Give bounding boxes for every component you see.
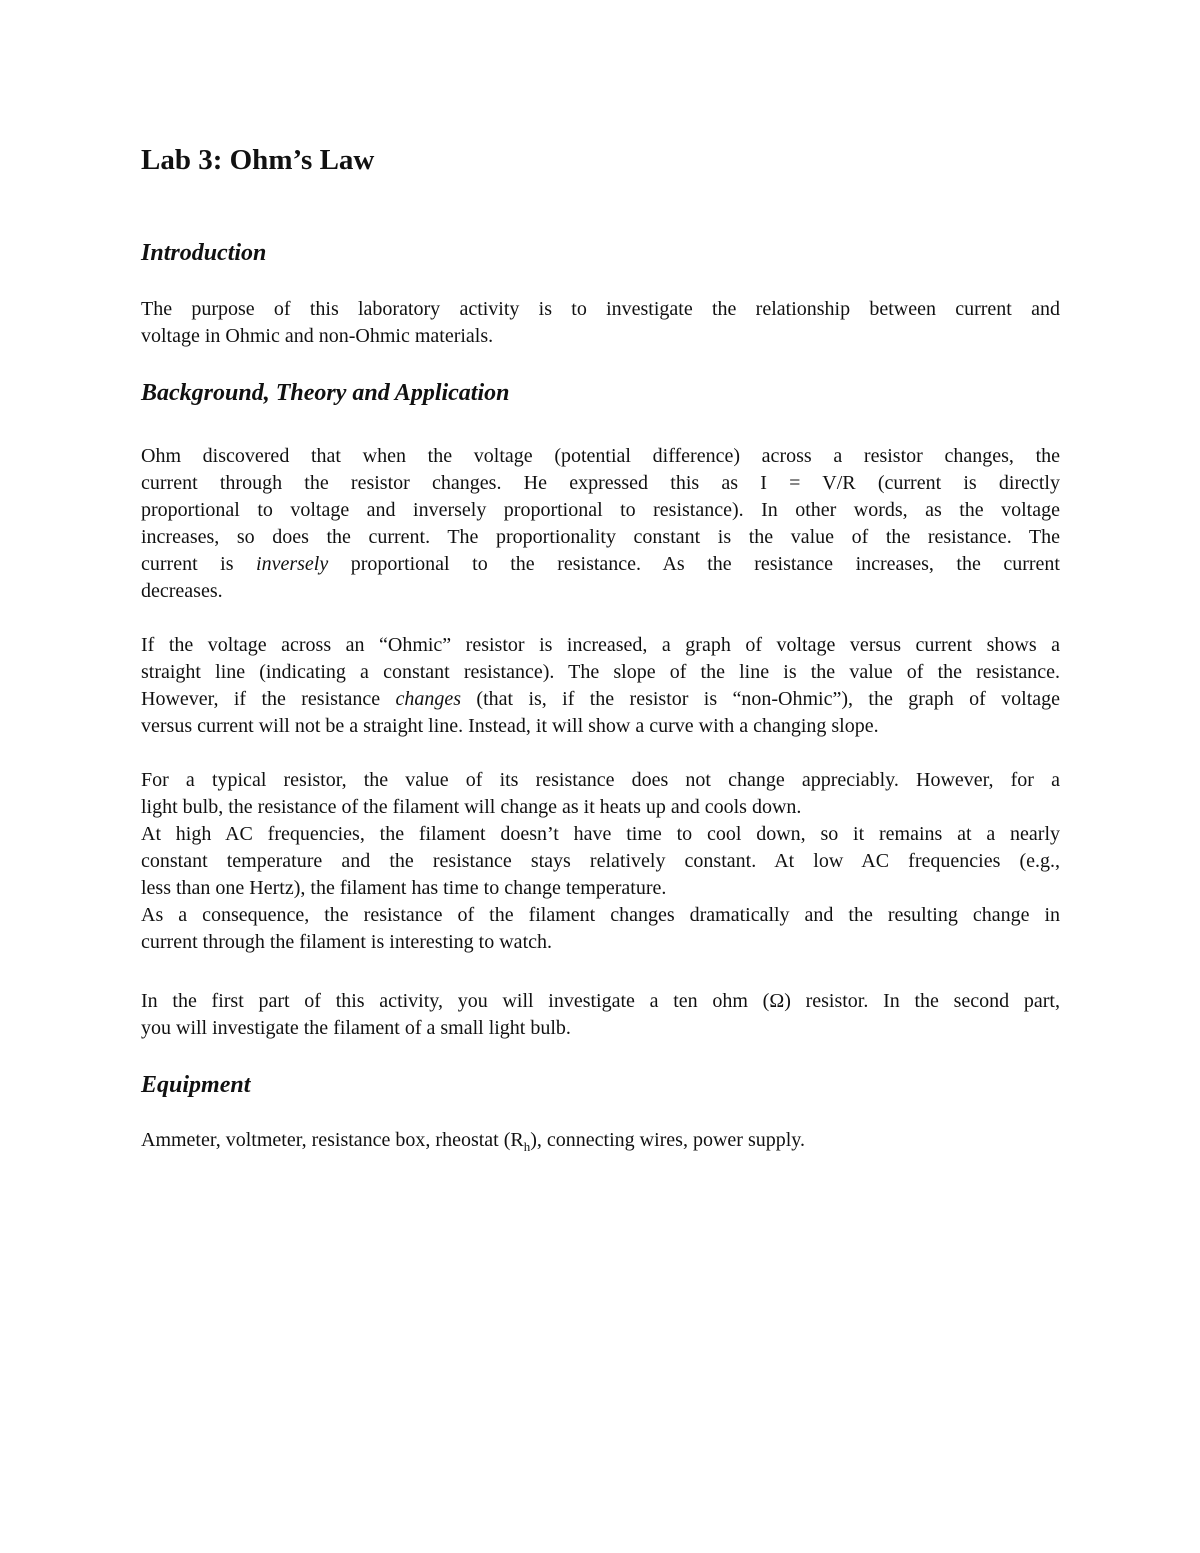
background-paragraph-1 — [141, 443, 1060, 605]
text-line: Ohm discovered that when the voltage (potential difference) across a resistor changes, the — [141, 445, 1060, 467]
text-line: current through the resistor changes. He expressed this as I = V/R (current is directly — [141, 472, 1060, 494]
text-line-with-emphasis — [141, 551, 1060, 578]
text-line: less than one Hertz), the filament has time to change temperature. — [141, 877, 667, 899]
equipment-paragraph — [141, 1127, 1060, 1160]
text-line: decreases. — [141, 580, 223, 602]
text-line: constant temperature and the resistance stays relatively constant. At low AC frequencies (e.g., — [141, 850, 1060, 872]
text-line: The purpose of this laboratory activity is to investigate the relationship between current and — [141, 298, 1060, 320]
text-line — [141, 1127, 1060, 1160]
text-line: voltage in Ohmic and non-Ohmic materials. — [141, 325, 494, 347]
text-segment: Ammeter, voltmeter, resistance box, rheostat (R — [141, 1129, 524, 1151]
introduction-heading: Introduction — [141, 240, 267, 266]
text-line: At high AC frequencies, the filament doesn’t have time to cool down, so it remains at a nearly — [141, 823, 1060, 845]
background-heading: Background, Theory and Application — [141, 380, 510, 406]
text-line: light bulb, the resistance of the filament will change as it heats up and cools down. — [141, 796, 802, 818]
emphasized-word: inversely — [256, 553, 329, 575]
subscript: h — [523, 1139, 531, 1154]
introduction-paragraph — [141, 296, 1060, 350]
text-line: If the voltage across an “Ohmic” resistor is increased, a graph of voltage versus current shows a — [141, 634, 1060, 656]
text-line: increases, so does the current. The proportionality constant is the value of the resistance. The — [141, 526, 1060, 548]
text-segment: current is — [141, 553, 257, 575]
text-segment: ), connecting wires, power supply. — [530, 1129, 805, 1151]
text-segment: proportional to the resistance. As the resistance increases, the current — [328, 553, 1060, 575]
text-line: straight line (indicating a constant resistance). The slope of the line is the value of the resistance. — [141, 661, 1060, 683]
text-line-with-emphasis — [141, 686, 1060, 713]
text-line: As a consequence, the resistance of the filament changes dramatically and the resulting change in — [141, 904, 1060, 926]
text-line: current through the filament is interesting to watch. — [141, 931, 552, 953]
emphasized-word: changes — [395, 688, 462, 710]
text-line: you will investigate the filament of a small light bulb. — [141, 1017, 571, 1039]
text-line: In the first part of this activity, you will investigate a ten ohm (Ω) resistor. In the second part, — [141, 990, 1060, 1012]
text-line: For a typical resistor, the value of its resistance does not change appreciably. However, for a — [141, 769, 1060, 791]
text-line: versus current will not be a straight line. Instead, it will show a curve with a changing slope. — [141, 715, 879, 737]
text-segment: However, if the resistance — [141, 688, 396, 710]
document-title: Lab 3: Ohm’s Law — [141, 144, 375, 176]
background-paragraph-2 — [141, 632, 1060, 740]
background-paragraph-3 — [141, 767, 1060, 956]
text-segment: (that is, if the resistor is “non-Ohmic”), the graph of voltage — [461, 688, 1061, 710]
equipment-heading: Equipment — [141, 1072, 251, 1098]
background-paragraph-4 — [141, 988, 1060, 1042]
text-line: proportional to voltage and inversely proportional to resistance). In other words, as the voltage — [141, 499, 1060, 521]
